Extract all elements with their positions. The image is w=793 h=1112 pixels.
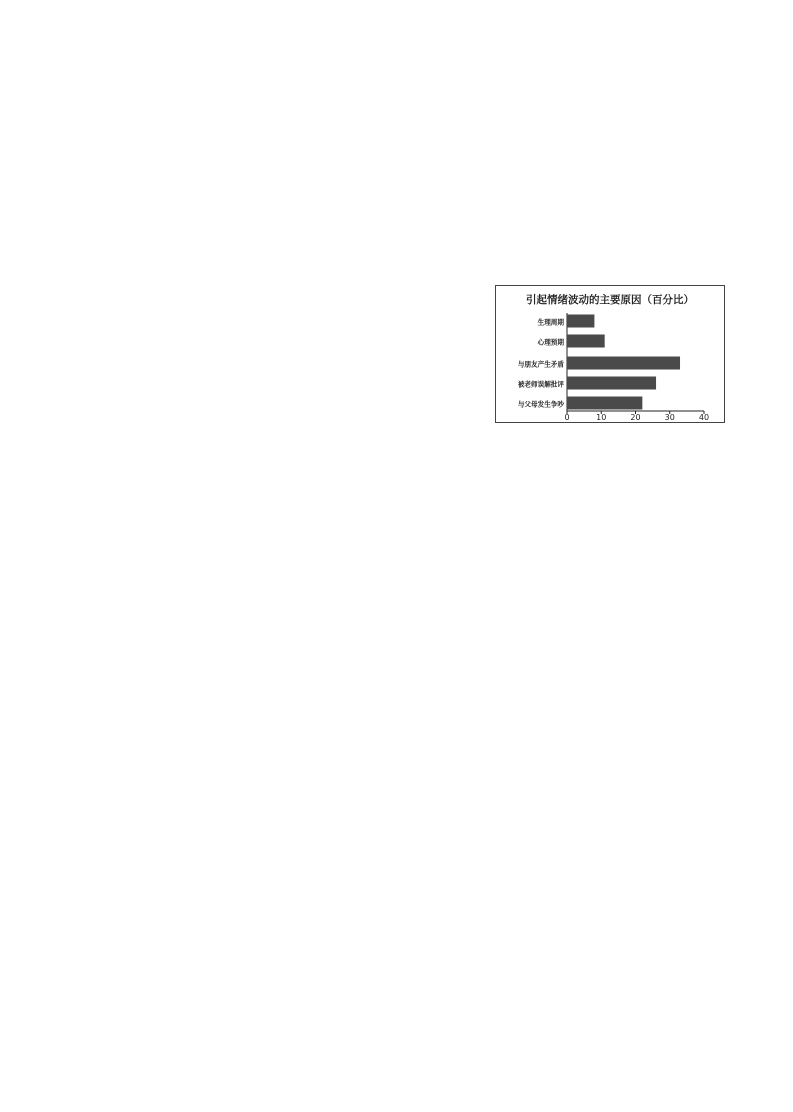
chart-x-tick-label: 40 bbox=[698, 413, 710, 422]
q11-emotion-bar-chart bbox=[495, 285, 725, 423]
chart-category-label: 被老师误解批评 bbox=[517, 380, 564, 389]
chart-bar bbox=[567, 397, 642, 410]
chart-category-label: 与父母发生争吵 bbox=[517, 400, 564, 409]
chart-bar bbox=[567, 357, 680, 370]
chart-x-tick-label: 0 bbox=[564, 413, 570, 422]
chart-x-tick-label: 30 bbox=[664, 413, 675, 422]
chart-x-tick-label: 10 bbox=[596, 413, 607, 422]
chart-bar bbox=[567, 315, 594, 328]
q11-chart-svg bbox=[496, 286, 724, 422]
chart-category-label: 与朋友产生矛盾 bbox=[517, 360, 564, 369]
chart-title: 引起情绪波动的主要原因（百分比） bbox=[526, 294, 694, 306]
chart-category-label: 生理周期 bbox=[537, 318, 564, 327]
chart-x-tick-label: 20 bbox=[630, 413, 641, 422]
chart-bar bbox=[567, 377, 656, 390]
chart-bar bbox=[567, 335, 605, 348]
chart-category-label: 心理预期 bbox=[537, 338, 564, 347]
